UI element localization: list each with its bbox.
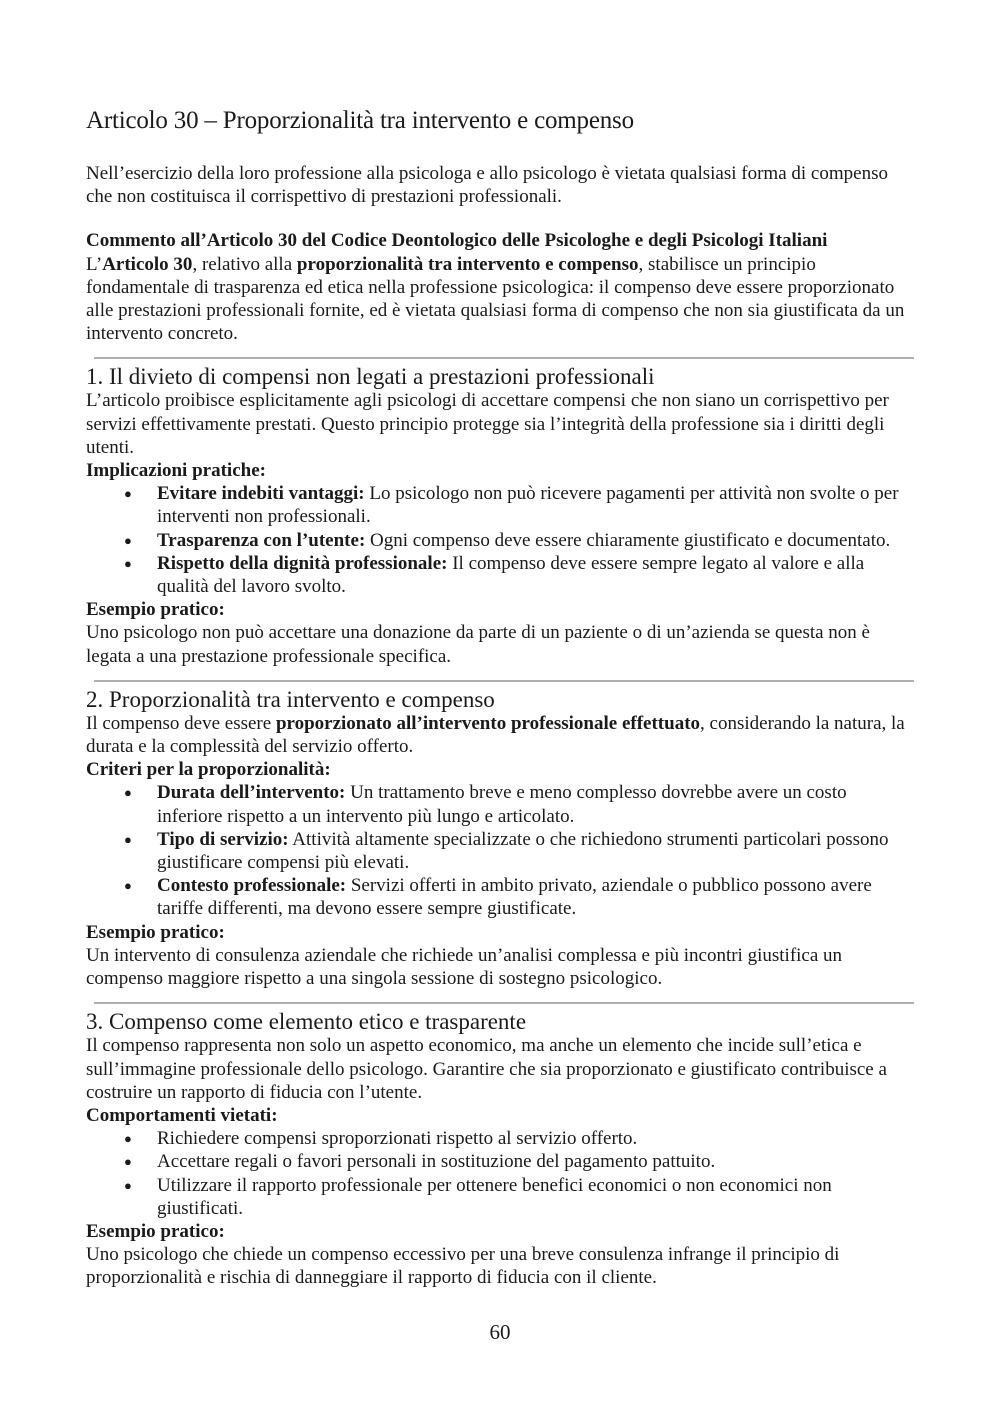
list-item-label: Trasparenza con l’utente:: [157, 529, 366, 551]
list-item: [157, 552, 916, 598]
list-item-text: Utilizzare il rapporto professionale per ottenere benefici economici o non economici non giustificati.: [157, 1174, 832, 1219]
section-3-example-heading: Esempio pratico:: [86, 1220, 225, 1242]
section-2-example-heading: Esempio pratico:: [86, 921, 225, 943]
list-item: [157, 1127, 916, 1150]
list-item: [157, 482, 916, 528]
section-divider: [94, 680, 914, 682]
section-1-list: [86, 482, 916, 598]
list-item: [157, 1174, 916, 1220]
section-divider: [94, 357, 914, 359]
section-2-example: Un intervento di consulenza aziendale che richiede un’analisi complessa e più incontri giustifica un compenso maggiore rispetto a una singola sessione di sostegno psicologico.: [86, 944, 843, 990]
comment-text-mid: , relativo alla: [192, 253, 297, 275]
section-2-body-start: Il compenso deve essere: [86, 712, 276, 734]
list-item: [157, 874, 916, 920]
section-3-heading: 3. Compenso come elemento etico e trasparente: [86, 1009, 527, 1035]
section-2-body-bold: proporzionato all’intervento professionale effettuato: [275, 712, 701, 734]
comment-text-end: , stabilisce un principio fondamentale di trasparenza ed etica nella professione psicologica: il compenso deve essere proporzionato alle prestazioni professionali fornite, ed è vietata qualsiasi forma di compenso che non sia giustificata da un intervento concreto.: [86, 253, 905, 345]
page-number: 60: [489, 1320, 511, 1344]
list-item-text: Ogni compenso deve essere chiaramente giustificato e documentato.: [365, 529, 891, 551]
document-page: [86, 106, 916, 1290]
list-item-label: Tipo di servizio:: [157, 828, 289, 850]
list-item-text: Richiedere compensi sproporzionati rispetto al servizio offerto.: [157, 1128, 638, 1150]
section-3-example: Uno psicologo che chiede un compenso eccessivo per una breve consulenza infrange il principio di proporzionalità e rischia di danneggiare il rapporto di fiducia con il cliente.: [86, 1244, 840, 1289]
section-1-list-heading: Implicazioni pratiche:: [86, 460, 266, 482]
list-item-text: Servizi offerti in ambito privato, aziendale o pubblico possono avere tariffe differenti, ma devono essere sempre giustificate.: [157, 875, 872, 920]
section-3-list: [86, 1127, 916, 1220]
section-3-body: Il compenso rappresenta non solo un aspetto economico, ma anche un elemento che incide sull’etica e sull’immagine professionale dello psicologo. Garantire che sia proporzionato e giustificato contribuisce a costruire un rapporto di fiducia con l’utente.: [86, 1035, 887, 1103]
section-divider: [94, 1002, 914, 1004]
comment-text-start: L’: [86, 253, 103, 275]
list-item: [157, 781, 916, 827]
section-2-list-heading: Criteri per la proporzionalità:: [86, 759, 331, 781]
section-1-body: L’articolo proibisce esplicitamente agli psicologi di accettare compensi che non siano un corrispettivo per servizi effettivamente prestati. Questo principio protegge sia l’integrità della professione sia i diritti degli utenti.: [86, 390, 889, 458]
section-1-heading: 1. Il divieto di compensi non legati a prestazioni professionali: [86, 364, 655, 390]
list-item: [157, 529, 916, 552]
comment-heading: Commento all’Articolo 30 del Codice Deontologico delle Psicologhe e degli Psicologi Italiani: [86, 230, 828, 252]
section-3-list-heading: Comportamenti vietati:: [86, 1104, 278, 1126]
list-item-text: Lo psicologo non può ricevere pagamenti per attività non svolte o per interventi non professionali.: [157, 483, 899, 528]
section-1-example-heading: Esempio pratico:: [86, 599, 225, 621]
article-text: Nell’esercizio della loro professione alla psicologa e allo psicologo è vietata qualsiasi forma di compenso che non costituisca il corrispettivo di prestazioni professionali.: [86, 163, 888, 208]
list-item-label: Contesto professionale:: [157, 875, 347, 897]
list-item: [157, 1150, 916, 1173]
list-item-text: Il compenso deve essere sempre legato al valore e alla qualità del lavoro svolto.: [157, 552, 865, 598]
list-item-text: Un trattamento breve e meno complesso dovrebbe avere un costo inferiore rispetto a un intervento più lungo e articolato.: [157, 782, 847, 827]
section-2-list: [86, 781, 916, 920]
section-2-heading: 2. Proporzionalità tra intervento e compenso: [86, 686, 495, 712]
comment-bold-article: Articolo 30: [102, 253, 193, 275]
article-title: Articolo 30 – Proporzionalità tra intervento e compenso: [86, 107, 634, 134]
list-item-text: Attività altamente specializzate o che richiedono strumenti particolari possono giustificare compensi più elevati.: [157, 828, 889, 874]
section-2-body: [86, 712, 916, 758]
list-item: [157, 828, 916, 874]
list-item-label: Evitare indebiti vantaggi:: [157, 483, 365, 505]
list-item-label: Rispetto della dignità professionale:: [157, 552, 448, 574]
section-1-example: Uno psicologo non può accettare una donazione da parte di un paziente o di un’azienda se questa non è legata a una prestazione professionale specifica.: [86, 622, 870, 667]
list-item-text: Accettare regali o favori personali in sostituzione del pagamento pattuito.: [157, 1151, 716, 1173]
comment-bold-topic: proporzionalità tra intervento e compenso: [296, 253, 639, 275]
comment-paragraph: [86, 253, 916, 346]
section-2-body-end: , considerando la natura, la durata e la complessità del servizio offerto.: [86, 712, 905, 758]
list-item-label: Durata dell’intervento:: [157, 782, 346, 804]
